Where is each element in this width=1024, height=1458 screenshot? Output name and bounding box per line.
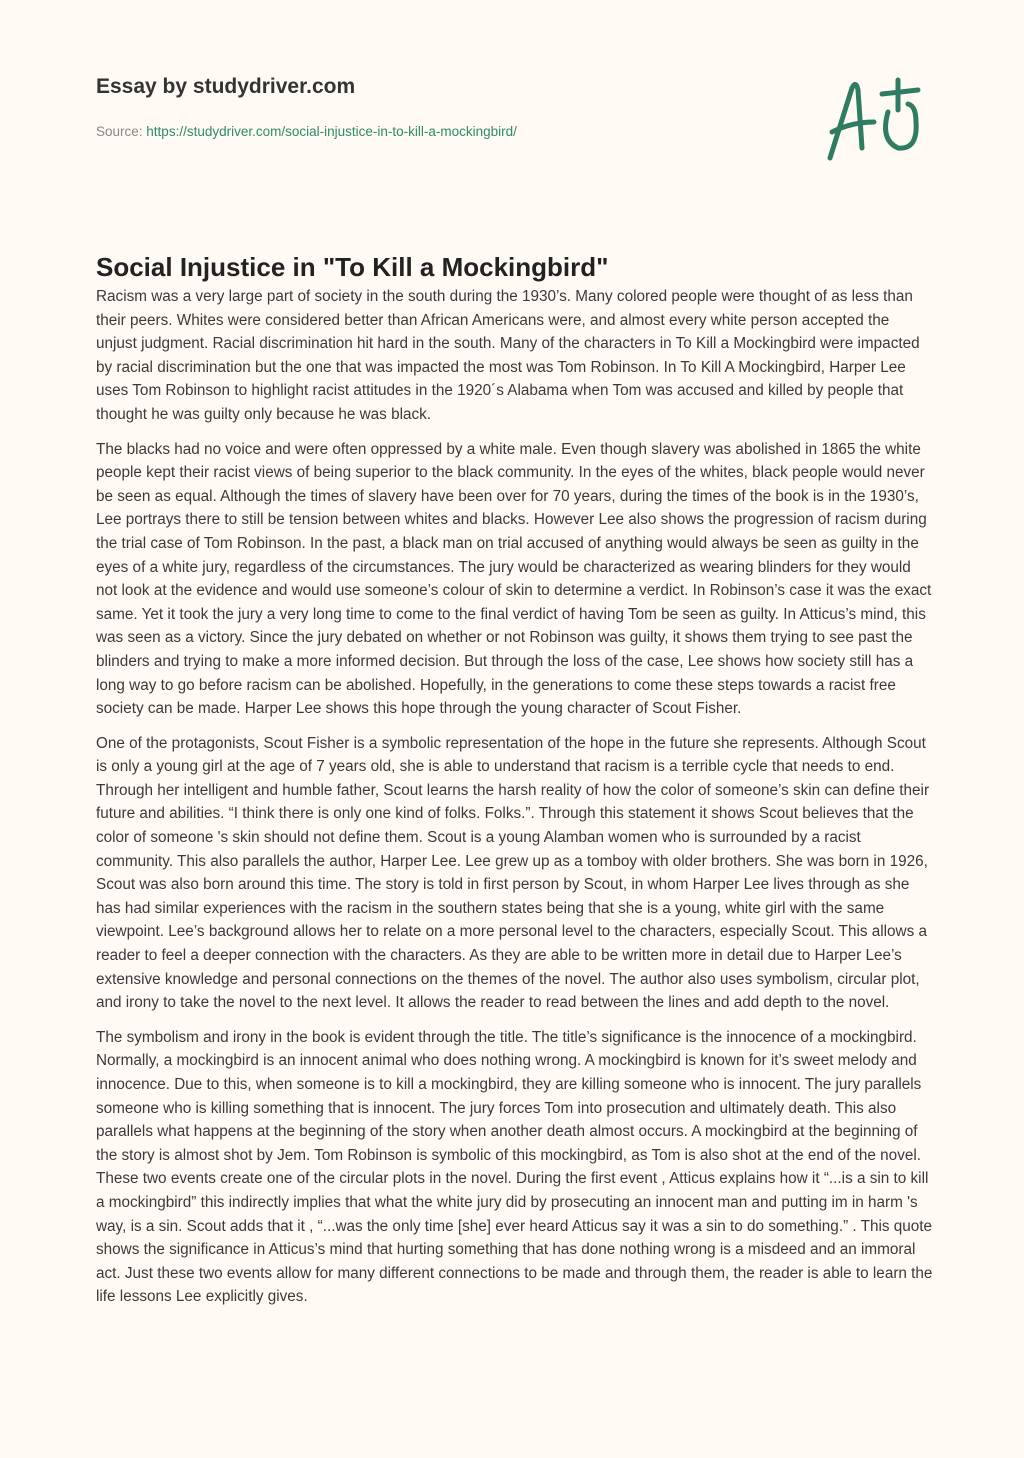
essay-body — [96, 285, 934, 1320]
source-link[interactable]: https://studydriver.com/social-injustice-in-to-kill-a-mockingbird/ — [146, 124, 517, 139]
essay-paragraph: Racism was a very large part of society in the south during the 1930’s. Many colored people were thought of as less than their peers. Whites were considered better than African Americans were, and almost every white person accepted the unjust judgment. Racial discrimination hit hard in the south. Many of the characters in To Kill a Mockingbird were impacted by racial discrimination but the one that was impacted the most was Tom Robinson. In To Kill A Mockingbird, Harper Lee uses Tom Robinson to highlight racist attitudes in the 1920´s Alabama when Tom was accused and killed by people that thought he was guilty only because he was black. — [96, 288, 920, 423]
brand-title: Essay by studydriver.com — [96, 75, 356, 98]
essay-paragraph: One of the protagonists, Scout Fisher is a symbolic representation of the hope in the future she represents. Although Scout is only a young girl at the age of 7 years old, she is able to understand that racism is a terrible cycle that needs to end. Through her intelligent and humble father, Scout learns the harsh reality of how the color of someone’s skin can define their future and abilities. “I think there is only one kind of folks. Folks.”. Through this statement it shows Scout believes that the color of someone 's skin should not define them. Scout is a young Alamban women who is surrounded by a racist community. This also parallels the author, Harper Lee. Lee grew up as a tomboy with older brothers. She was born in 1926, Scout was also born around this time. The story is told in first person by Scout, in whom Harper Lee lives through as she has had similar experiences with the racism in the southern states being that she is a young, white girl with the same viewpoint. Lee’s background allows her to relate on a more personal level to the characters, especially Scout. This allows a reader to feel a deeper connection with the characters. As they are able to be written more in detail due to Harper Lee’s extensive knowledge and personal connections on the themes of the novel. The author also uses symbolism, circular plot, and irony to take the novel to the next level. It allows the reader to read between the lines and add depth to the novel. — [96, 734, 930, 1012]
source-line — [96, 124, 517, 139]
essay-paragraph: The blacks had no voice and were often oppressed by a white male. Even though slavery was abolished in 1865 the white people kept their racist views of being superior to the black community. In the eyes of the whites, black people would never be seen as equal. Although the times of slavery have been over for 70 years, during the times of the book is in the 1930’s, Lee portrays there to still be tension between whites and blacks. However Lee also shows the progression of racism during the trial case of Tom Robinson. In the past, a black man on trial accused of anything would always be seen as guilty in the eyes of a white jury, regardless of the circumstances. The jury would be characterized as wearing blinders for they would not look at the evidence and would use someone’s colour of skin to determine a verdict. In Robinson’s case it was the exact same. Yet it took the jury a very long time to come to the final verdict of having Tom be seen as guilty. In Atticus’s mind, this was seen as a victory. Since the jury debated on whether or not Robinson was guilty, it shows them trying to see past the blinders and trying to make a more informed decision. But through the loss of the case, Lee shows how society still has a long way to go before racism can be abolished. Hopefully, in the generations to come these steps towards a racist free society can be made. Harper Lee shows this hope through the young character of Scout Fisher. — [96, 440, 932, 718]
essay-paragraph: The symbolism and irony in the book is evident through the title. The title’s significance is the innocence of a mockingbird. Normally, a mockingbird is an innocent animal who does nothing wrong. A mockingbird is known for it’s sweet melody and innocence. Due to this, when someone is to kill a mockingbird, they are killing someone who is innocent. The jury parallels someone who is killing something that is innocent. The jury forces Tom into prosecution and ultimately death. This also parallels what happens at the beginning of the story when another death almost occurs. A mockingbird at the beginning of the story is almost shot by Jem. Tom Robinson is symbolic of this mockingbird, as Tom is also shot at the end of the novel. These two events create one of the circular plots in the novel. During the first event , Atticus explains how it “...is a sin to kill a mockingbird” this indirectly implies that what the white jury did by prosecuting an innocent man and putting im in harm 's way, is a sin. Scout adds that it , “...was the only time [she] ever heard Atticus say it was a sin to do something.” . This quote shows the significance in Atticus’s mind that hurting something that has done nothing wrong is a misdeed and an immoral act. Just these two events allow for many different connections to be made and through them, the reader is able to learn the life lessons Lee explicitly gives. — [96, 1028, 933, 1306]
a-plus-logo-icon — [818, 70, 928, 170]
source-label: Source: — [96, 124, 143, 139]
essay-title: Social Injustice in "To Kill a Mockingbird" — [96, 252, 609, 282]
